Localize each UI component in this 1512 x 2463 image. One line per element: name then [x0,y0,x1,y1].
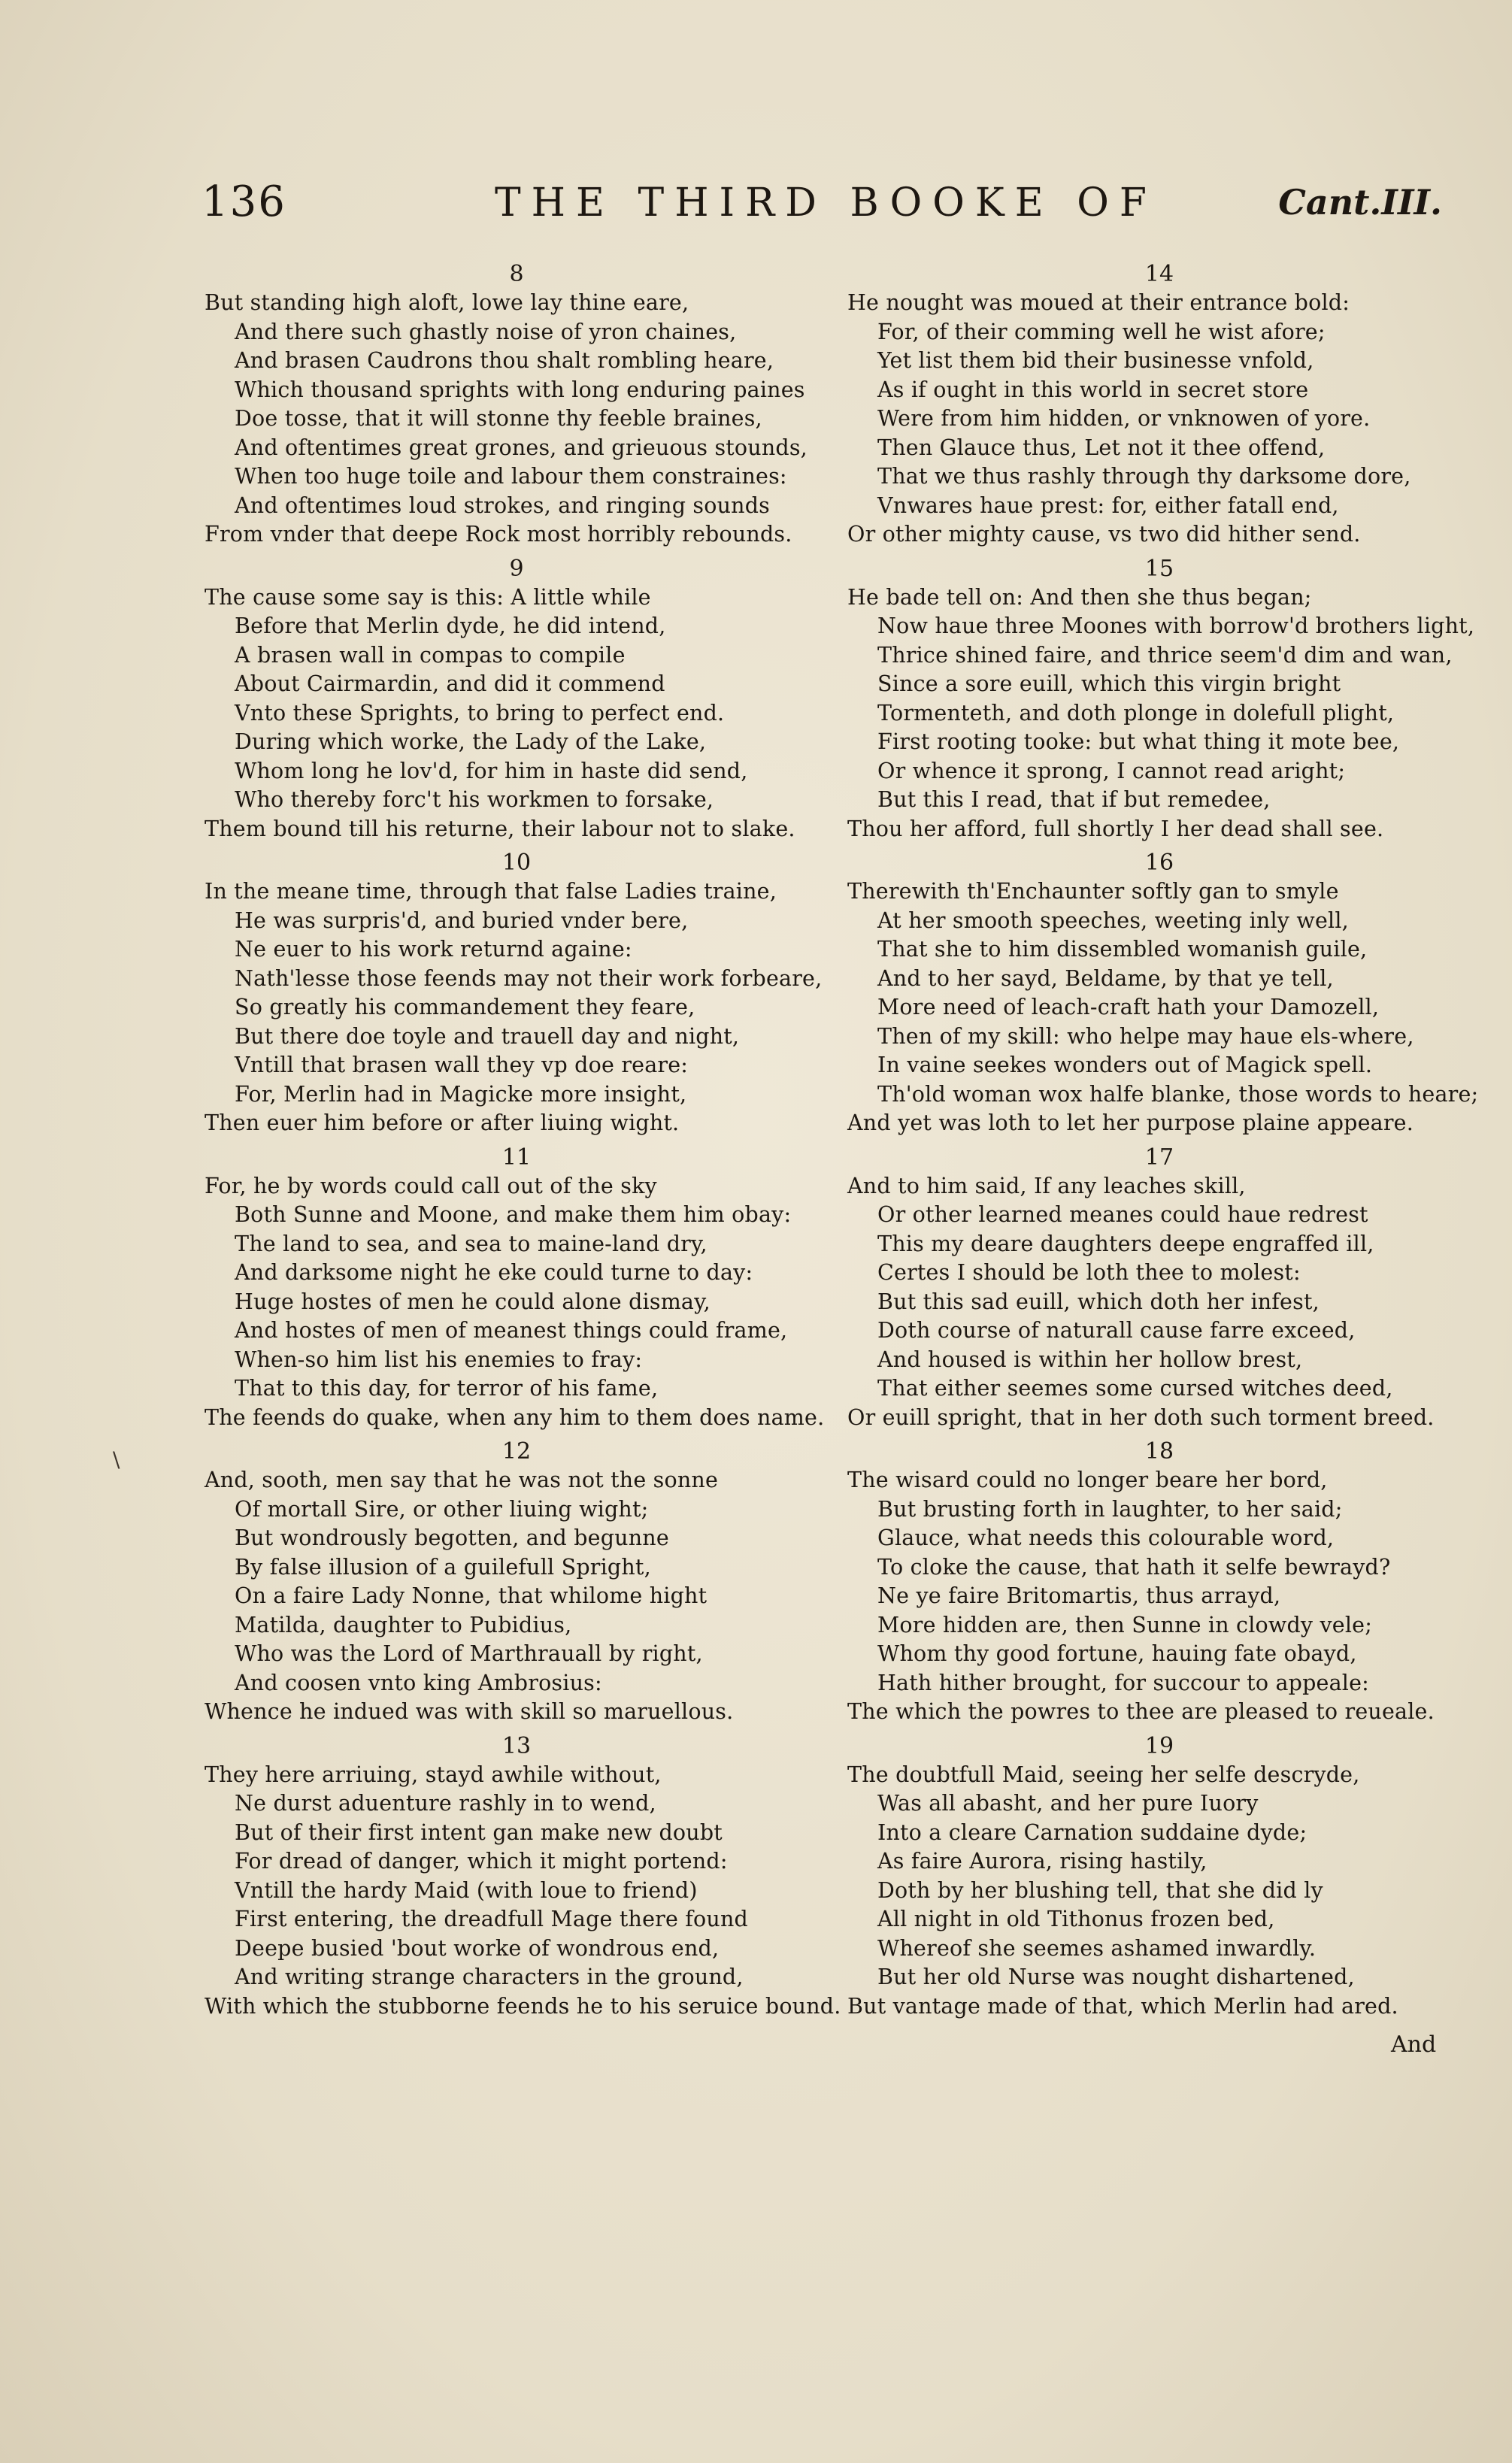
stanza-number: 19 [1144,1732,1174,1759]
verse-line: About Cairmardin, and did it commend [235,671,665,696]
verse-line: More need of leach-craft hath your Damozell, [877,995,1380,1019]
verse-line: For, Merlin had in Magicke more insight, [235,1081,687,1107]
verse-line: Ne ye faire Britomartis, thus arrayd, [877,1583,1281,1608]
verse-line: Doth by her blushing tell, that she did ly [877,1877,1323,1903]
verse-line: Who was the Lord of Marthrauall by right, [235,1641,703,1666]
verse-line: But this I read, that if but remedee, [877,787,1271,812]
verse-line: A brasen wall in compas to compile [235,642,626,668]
stanza [205,1731,841,2022]
verse-line: All night in old Tithonus frozen bed, [877,1907,1275,1931]
verse-line: On a faire Lady Nonne, that whilome hight [235,1583,708,1608]
verse-line: And yet was loth to let her purpose plaine appeare. [847,1110,1414,1135]
verse-line: The doubtfull Maid, seeing her selfe descryde, [847,1762,1360,1787]
verse-line: Huge hostes of men he could alone dismay, [235,1289,711,1314]
catchword: And [1391,2031,1437,2058]
stanza-number: 17 [1144,1144,1174,1171]
verse-line: And darksome night he eke could turne to day: [235,1260,753,1285]
verse-line: Then Glauce thus, Let not it thee offend, [877,435,1326,460]
stanza [205,259,829,550]
verse-line: And writing strange characters in the ground, [235,1965,744,1989]
stanza-number: 11 [501,1144,532,1171]
verse-line: But vantage made of that, which Merlin had ared. [847,1993,1398,2019]
verse-line: Vntill that brasen wall they vp doe reare: [235,1053,689,1077]
verse-line: That we thus rashly through thy darksome dore, [877,464,1411,489]
verse-line: Whom long he lov'd, for him in haste did send, [235,758,748,783]
verse-line: For, he by words could call out of the sky [205,1173,657,1198]
verse-line: But there doe toyle and trauell day and night, [235,1023,740,1049]
stanza-number: 12 [501,1438,532,1465]
stanza-number: 18 [1144,1438,1174,1465]
verse-line: And to him said, If any leaches skill, [847,1173,1246,1198]
verse-line: Was all abasht, and her pure Iuory [877,1791,1259,1816]
verse-line: And oftentimes great grones, and grieuous stounds, [235,435,808,460]
verse-line: But standing high aloft, lowe lay thine eare, [205,290,689,315]
verse-line: And coosen vnto king Ambrosius: [235,1670,602,1695]
verse-line: Since a sore euill, which this virgin bright [877,671,1341,696]
verse-line: Th'old woman wox halfe blanke, those words to heare; [877,1081,1479,1107]
verse-line: In vaine seekes wonders out of Magick spell. [877,1053,1373,1077]
verse-line: The land to sea, and sea to maine-land dry, [235,1231,708,1256]
stanza-number: 15 [1144,555,1174,582]
verse-line: The wisard could no longer beare her bord, [847,1468,1328,1492]
stanza-number: 16 [1144,850,1174,876]
verse-line: Who thereby forc't his workmen to forsake, [235,787,714,812]
verse-line: First rooting tooke: but what thing it mote bee, [877,729,1400,754]
running-header [201,177,1442,230]
stanza [847,1143,1471,1433]
verse-line: Were from him hidden, or vnknowen of yore. [877,406,1371,431]
stanza [847,554,1475,844]
verse-line: Vnto these Sprights, to bring to perfect end. [235,700,725,726]
right-column [847,259,1479,2025]
verse-line: And oftentimes loud strokes, and ringing sounds [235,492,770,518]
verse-line: And hostes of men of meanest things could frame, [235,1318,788,1343]
verse-line: But this sad euill, which doth her infest, [877,1289,1320,1314]
verse-line: Glauce, what needs this colourable word, [877,1525,1335,1550]
running-title: THE THIRD BOOKE OF [495,180,1157,226]
verse-line: And, sooth, men say that he was not the sonne [205,1468,719,1492]
verse-line: Hath hither brought, for succour to appeale: [877,1670,1369,1695]
verse-line: For, of their comming well he wist afore; [877,319,1326,344]
stanza-number: 8 [509,261,524,287]
verse-line: But wondrously begotten, and begunne [235,1525,669,1550]
stanza [205,1143,829,1433]
verse-line: That either seemes some cursed witches deed, [877,1376,1393,1401]
stanza [847,1731,1471,2022]
verse-line: In the meane time, through that false Ladies traine, [205,879,777,904]
verse-line: Or whence it sprong, I cannot read aright; [877,758,1346,783]
verse-line: He nought was moued at their entrance bold: [847,290,1350,315]
verse-line: Into a cleare Carnation suddaine dyde; [877,1819,1307,1845]
verse-line: That she to him dissembled womanish guile, [877,937,1368,962]
verse-line: But of their first intent gan make new doubt [235,1819,723,1845]
verse-line: Whence he indued was with skill so maruellous. [205,1699,734,1724]
verse-line: Which thousand sprights with long enduring paines [235,377,805,402]
verse-line: And to her sayd, Beldame, by that ye tell, [877,965,1334,991]
verse-line: Whom thy good fortune, hauing fate obayd, [877,1641,1357,1666]
verse-line: Therewith th'Enchaunter softly gan to smyle [847,879,1339,904]
verse-line: And brasen Caudrons thou shalt rombling heare, [235,348,774,373]
stanza-number: 13 [501,1732,532,1759]
verse-line: Nath'lesse those feends may not their work forbeare, [235,965,823,991]
stanza [205,1437,829,1727]
verse-line: He bade tell on: And then she thus began; [847,584,1312,610]
verse-line: From vnder that deepe Rock most horribly rebounds. [205,522,792,547]
verse-line: The cause some say is this: A little while [205,584,651,610]
verse-line: Or other mighty cause, vs two did hither send. [847,522,1361,547]
verse-line: As faire Aurora, rising hastily, [877,1849,1207,1874]
verse-line: Vnwares haue prest: for, either fatall end, [877,492,1339,518]
verse-line: When-so him list his enemies to fray: [235,1347,643,1372]
verse-line: At her smooth speeches, weeting inly well, [877,907,1349,933]
stanza [847,848,1479,1138]
verse-line: Doth course of naturall cause farre exceed, [877,1318,1356,1343]
verse-line: And housed is within her hollow brest, [877,1347,1303,1372]
verse-line: So greatly his commandement they feare, [235,995,695,1019]
verse-line: The feends do quake, when any him to them does name. [205,1404,825,1430]
verse-line: This my deare daughters deepe engraffed ill, [877,1231,1374,1256]
verse-line: Ne durst aduenture rashly in to wend, [235,1791,656,1816]
verse-line: The which the powres to thee are pleased to reueale. [847,1699,1435,1724]
verse-line: As if ought in this world in secret store [877,377,1309,402]
verse-line: Matilda, daughter to Pubidius, [235,1612,572,1637]
stanza [205,554,829,844]
verse-line: But her old Nurse was nought dishartened, [877,1965,1355,1989]
verse-line: To cloke the cause, that hath it selfe bewrayd? [877,1554,1391,1580]
verse-line: Thrice shined faire, and thrice seem'd dim and wan, [877,642,1453,668]
verse-line: Of mortall Sire, or other liuing wight; [235,1496,649,1522]
verse-line: Thou her afford, full shortly I her dead shall see. [847,816,1384,841]
verse-line: Yet list them bid their businesse vnfold, [877,348,1314,373]
verse-line: First entering, the dreadfull Mage there found [235,1907,748,1931]
margin-mark: \ [113,1447,120,1472]
canto-label: Cant.III. [1278,182,1442,223]
stanza [205,848,829,1138]
stanza-number: 9 [509,555,524,582]
verse-line: Then euer him before or after liuing wight. [205,1110,680,1135]
verse-line: Deepe busied 'bout worke of wondrous end, [235,1935,720,1961]
verse-line: Ne euer to his work returnd againe: [235,937,632,962]
verse-line: When too huge toile and labour them constraines: [235,464,787,489]
verse-line: Both Sunne and Moone, and make them him obay: [235,1202,792,1227]
verse-line: Then of my skill: who helpe may haue els-where, [877,1023,1414,1049]
verse-line: More hidden are, then Sunne in clowdy vele; [877,1612,1373,1637]
stanza [847,1437,1471,1727]
verse-line: Them bound till his returne, their labour not to slake. [205,816,795,841]
page-number: 136 [201,177,286,226]
stanza [847,259,1471,550]
verse-line: Or other learned meanes could haue redrest [877,1202,1368,1227]
verse-line: With which the stubborne feends he to his seruice bound. [205,1993,841,2019]
verse-line: Now haue three Moones with borrow'd brothers light, [877,613,1475,638]
verse-line: Before that Merlin dyde, he did intend, [235,613,666,638]
stanza-number: 14 [1144,261,1174,287]
verse-line: By false illusion of a guilefull Spright, [235,1554,651,1580]
left-column [205,259,841,2025]
verse-line: Whereof she seemes ashamed inwardly. [877,1935,1317,1961]
verse-line: But brusting forth in laughter, to her said; [877,1496,1343,1522]
stanza-number: 10 [501,850,532,876]
verse-line: Vntill the hardy Maid (with loue to friend) [235,1877,698,1903]
verse-line: And there such ghastly noise of yron chaines, [235,319,737,344]
verse-line: For dread of danger, which it might portend: [235,1849,728,1874]
verse-line: Doe tosse, that it will stonne thy feeble braines, [235,406,762,431]
verse-line: Or euill spright, that in her doth such torment breed. [847,1404,1435,1430]
verse-line: That to this day, for terror of his fame, [235,1376,659,1401]
verse-line: During which worke, the Lady of the Lake, [235,729,707,754]
verse-line: They here arriuing, stayd awhile without, [205,1762,662,1787]
verse-line: Tormenteth, and doth plonge in dolefull plight, [877,700,1395,726]
verse-line: He was surpris'd, and buried vnder bere, [235,907,689,933]
verse-line: Certes I should be loth thee to molest: [877,1260,1301,1285]
